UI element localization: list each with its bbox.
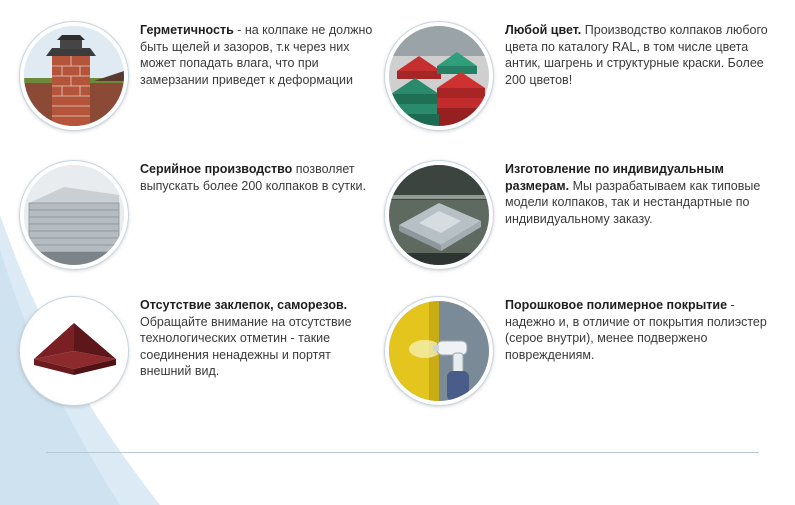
colored-caps-stack-photo <box>385 22 493 130</box>
feature-description: позволяет выпускать более 200 колпаков в сутки. <box>140 162 366 193</box>
feature-title: Изготовление по индивидуальным размерам. <box>505 162 724 193</box>
feature-title: Любой цвет. <box>505 23 582 37</box>
feature-custom-sizes <box>385 161 785 269</box>
bottom-divider <box>46 452 759 453</box>
feature-description: Мы разрабатываем как типовые модели колпаков, так и нестандартные по индивидуальному заказу. <box>505 178 761 226</box>
feature-description: Производство колпаков любого цвета по каталогу RAL, в том числе цвета антик, шагрень и структурные краски. Более 200 цветов! <box>505 23 768 87</box>
feature-text <box>140 297 380 380</box>
powder-coating-gun-photo <box>385 297 493 405</box>
feature-any-color <box>385 22 785 130</box>
feature-title: Отсутствие заклепок, саморезов. <box>140 298 348 312</box>
feature-text <box>140 161 380 194</box>
metal-caps-stack-photo <box>20 161 128 269</box>
feature-description: - надежно и, в отличие от покрытия полиэстер (серое внутри), менее подвержено повреждениям. <box>505 298 767 362</box>
burgundy-cap-photo <box>20 297 128 405</box>
feature-powder-coating <box>385 297 785 405</box>
feature-description: - на колпаке не должно быть щелей и зазоров, т.к через них может попадать влага, что при замерзании приведет к деформации <box>140 23 373 87</box>
feature-title: Серийное производство <box>140 162 293 176</box>
feature-text <box>505 297 785 363</box>
feature-text <box>505 161 785 227</box>
feature-airtightness <box>20 22 380 130</box>
feature-description: Обращайте внимание на отсутствие технологических отметин - такие соединения ненадежны и портят внешний вид. <box>140 314 352 378</box>
feature-no-rivets <box>20 297 380 405</box>
feature-serial-production <box>20 161 380 269</box>
custom-cap-photo <box>385 161 493 269</box>
feature-title: Герметичность <box>140 23 234 37</box>
feature-title: Порошковое полимерное покрытие <box>505 298 728 312</box>
feature-text <box>505 22 785 88</box>
brick-pillar-cap-photo <box>20 22 128 130</box>
feature-text <box>140 22 380 88</box>
